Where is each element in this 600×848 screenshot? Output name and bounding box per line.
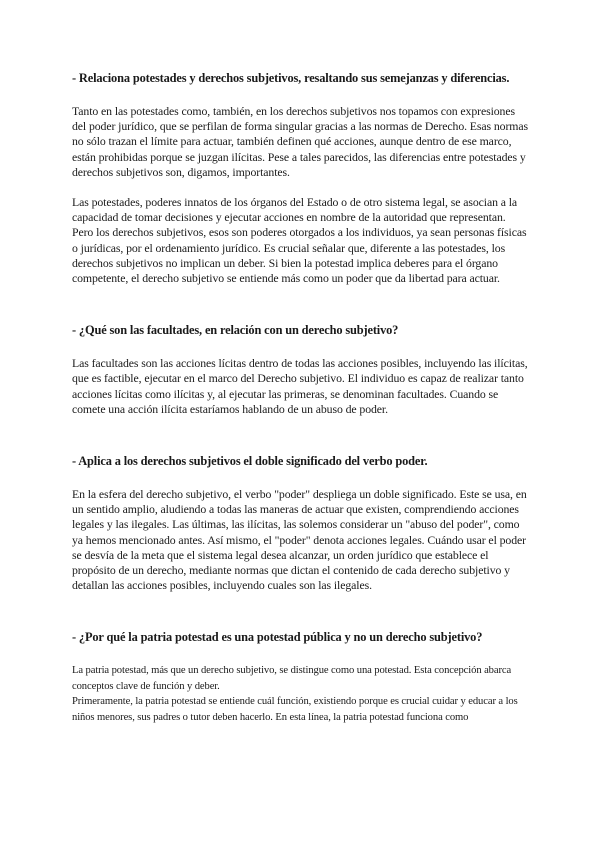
paragraph: Las facultades son las acciones lícitas dentro de todas las acciones posibles, incluyendo las ilícitas, que es factible, ejecutar en el marco del Derecho subjetivo. El individuo es capaz de realizar tanto acciones lícitas como ilícitas y, al ejecutar las primeras, se denominan facultades. Cuando se comete una acción ilícita estaríamos hablando de un abuso de poder.: [72, 356, 528, 416]
section-verbo-poder: [72, 453, 528, 593]
section-facultades: [72, 322, 528, 417]
section-heading: - Aplica a los derechos subjetivos el doble significado del verbo poder.: [72, 454, 428, 469]
section-heading: - ¿Por qué la patria potestad es una potestad pública y no un derecho subjetivo?: [72, 630, 483, 645]
section-patria-potestad: [72, 629, 528, 725]
paragraph: La patria potestad, más que un derecho subjetivo, se distingue como una potestad. Esta concepción abarca conceptos clave de función y deber.: [72, 665, 512, 692]
section-heading: - ¿Qué son las facultades, en relación con un derecho subjetivo?: [72, 323, 399, 338]
paragraph: En la esfera del derecho subjetivo, el verbo "poder" despliega un doble significado. Este se usa, en un sentido amplio, aludiendo a todas las maneras de actuar que existen, comprendiendo acciones legales y las ilegales. Las últimas, las ilícitas, las solemos considerar un "abuso del poder", como ya hemos mencionado antes. Así mismo, el "poder" denota acciones legales. Cuándo usar el poder se desvía de la meta que el sistema legal desea alcanzar, un orden jurídico que establece el propósito de un derecho, mediante normas que dictan el contenido de cada derecho subjetivo y detallan las acciones posibles, incluyendo cuales son las ilegales.: [72, 487, 527, 593]
paragraph: Tanto en las potestades como, también, en los derechos subjetivos nos topamos con expresiones del poder jurídico, que se perfilan de forma singular gracias a las normas de Derecho. Esas normas no sólo trazan el límite para actuar, también definen qué acciones, aunque dentro de ese marco, están prohibidas porque se juzgan ilícitas. Pese a tales parecidos, las diferencias entre potestades y derechos subjetivos son, digamos, importantes.: [72, 104, 529, 179]
section-potestades-derechos: [72, 70, 528, 286]
section-heading: - Relaciona potestades y derechos subjetivos, resaltando sus semejanzas y diferencias.: [72, 71, 510, 85]
paragraph: Primeramente, la patria potestad se entiende cuál función, existiendo porque es crucial cuidar y educar a los niños menores, sus padres o tutor deben hacerlo. En esta línea, la patria potestad funciona como: [72, 696, 518, 723]
paragraph: Las potestades, poderes innatos de los órganos del Estado o de otro sistema legal, se asocian a la capacidad de tomar decisiones y ejecutar acciones en nombre de la autoridad que representan. Pero los derechos subjetivos, esos son poderes otorgados a los individuos, ya sean personas físicas o jurídicas, por el ordenamiento jurídico. Es crucial señalar que, diferente a las potestades, los derechos subjetivos no implican un deber. Si bien la potestad implica deberes para el órgano competente, el derecho subjetivo se entiende más como un poder que da libertad para actuar.: [72, 195, 527, 286]
